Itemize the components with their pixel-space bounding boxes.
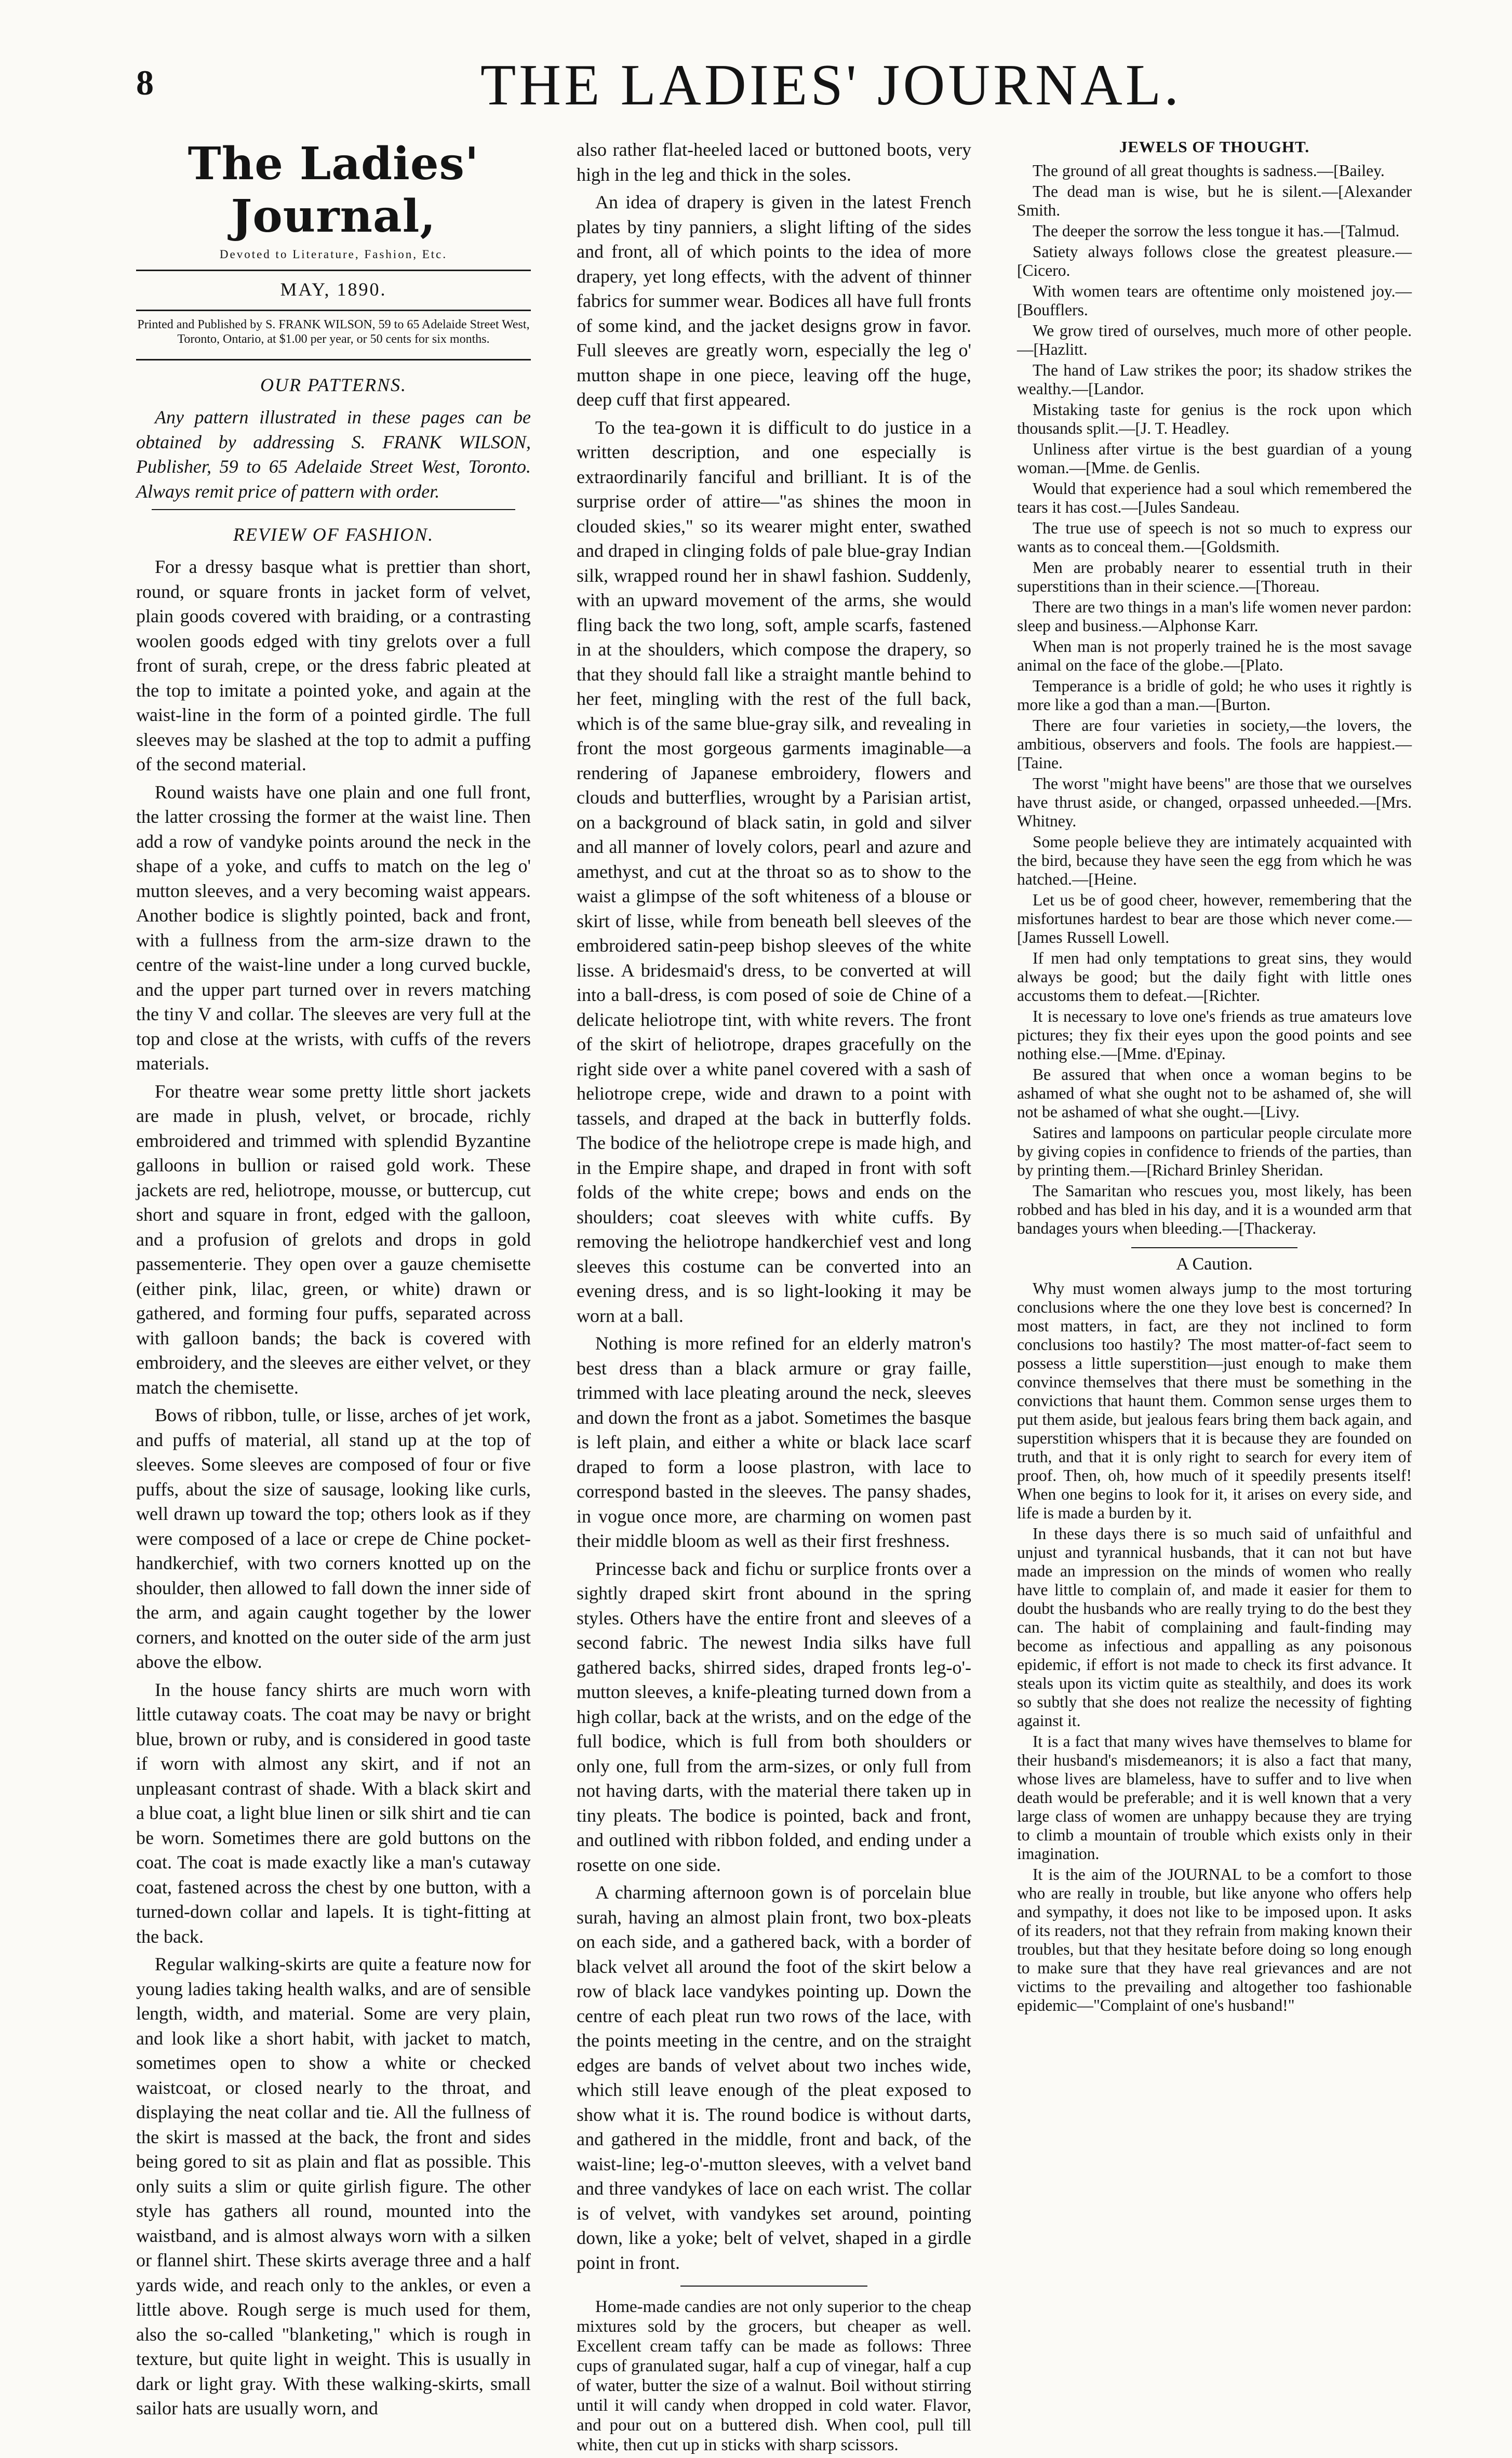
jewel-quote: We grow tired of ourselves, much more of other people.—[Hazlitt. [1017, 322, 1412, 358]
caution-paragraph: Why must women always jump to the most torturing conclusions where the one they love best is concerned? In most matters, in fact, are they not inclined to form conclusions too hastily? The most matter-of-fact seem to possess a little superstition—just enough to make them convince themselves that there must be something in the convictions that haunt them. Common sense urges them to put them aside, but jealous fears bring them back again, and superstition whispers that it is because they are founded on truth, and that it is only right to search for every item of proof. Then, oh, how much of it speedily presents itself! When one begins to look for it, it arises on every side, and life is made a burden by it. [1017, 1279, 1412, 1522]
review-paragraph: Regular walking-skirts are quite a feature now for young ladies taking health walks, and are of sensible length, width, and material. Some are very plain, and look like a short habit, with jacket to match, sometimes open to show a white or checked waistcoat, or closed nearly to the throat, and displaying the neat collar and tie. All the fullness of the skirt is massed at the back, the front and sides being gored to sit as plain and flat as possible. This only suits a slim or quite girlish figure. The other style has gathers all round, mounted into the waistband, and is almost always worn with a silken or flannel shirt. These skirts average three and a half yards wide, and reach only to the ankles, or even a little above. Rough serge is much used for them, also the so-called "blanketing," which is rough in texture, but quite light in weight. This is usually in dark or light gray. With these walking-skirts, small sailor hats are usually worn, and [136, 1954, 531, 2419]
review-paragraph: In the house fancy shirts are much worn with little cutaway coats. The coat may be navy or bright blue, brown or ruby, and is considered in good taste if worn with almost any skirt, and if not an unpleasant contrast of shade. With a black skirt and a blue coat, a light blue linen or silk shirt and tie can be worn. Sometimes there are gold buttons on the coat. The coat is made exactly like a man's cutaway coat, fastened across the chest by one button, with a turned-down collar and lapels. It is tight-fitting at the back. [136, 1679, 531, 1947]
masthead-subtitle: Devoted to Literature, Fashion, Etc. [219, 248, 448, 261]
jewel-quote: The ground of all great thoughts is sadness.—[Bailey. [1033, 162, 1385, 180]
review-paragraph: Bows of ribbon, tulle, or lisse, arches of jet work, and puffs of material, all stand up at the top of sleeves. Some sleeves are composed of four or five puffs, about the size of sausage, looking like curls, well drawn up toward the top; others look as if they were composed of a lace or crepe de Chine pocket-handkerchief, with two corners knotted up on the shoulder, then allowed to fall down the inner side of the arm, and again caught together by the lower corners, and knotted on the outer side of the arm just above the elbow. [136, 1405, 531, 1672]
jewel-quote: The hand of Law strikes the poor; its shadow strikes the wealthy.—[Landor. [1017, 361, 1412, 398]
divider [136, 270, 531, 271]
review-paragraph: An idea of drapery is given in the latest French plates by tiny panniers, a slight lifting of the sides and front, all of which points to the idea of more drapery, yet long effects, with the advent of thinner fabrics for summer wear. Bodices all have full fronts of some kind, and the jacket designs grow in favor. Full sleeves are greatly worn, especially the leg o' mutton shape in one piece, leaving off the huge, deep cuff that first appeared. [577, 192, 971, 410]
caution-body [1017, 1279, 1412, 2015]
jewel-quote: Unliness after virtue is the best guardian of a young woman.—[Mme. de Genlis. [1017, 440, 1412, 477]
jewel-quote: If men had only temptations to great sins, they would always be good; but the daily fight with little ones accustoms them to defeat.—[Richter. [1017, 949, 1412, 1005]
review-paragraph: For theatre wear some pretty little short jackets are made in plush, velvet, or brocade, richly embroidered and trimmed with splendid Byzantine galloons in bullion or raised gold work. These jackets are red, heliotrope, mousse, or buttercup, cut short and square in front, edged with the galloon, and a profusion of grelots and drops in gold passementerie. They open over a gauze chemisette (either pink, lilac, green, or white) drawn or gathered, and forming four puffs, separated across with galloon bands; the back is covered with embroidery, and the sleeves are either velvet, or they match the chemisette. [136, 1080, 531, 1398]
review-heading: REVIEW OF FASHION. [233, 524, 434, 545]
jewel-quote: Be assured that when once a woman begins to be ashamed of what she ought not to be ashamed of, she will not be ashamed of what she ought.—[Livy. [1017, 1065, 1412, 1121]
our-patterns-heading: OUR PATTERNS. [260, 375, 407, 395]
review-paragraph: Princesse back and fichu or surplice fronts over a sightly draped skirt front abound in the spring styles. Others have the entire front and sleeves of a second fabric. The newest India silks have full gathered backs, shirred sides, draped fronts leg-o'-mutton sleeves, a knife-pleating turned down from a high collar, back at the wrists, and on the edge of the full bodice, which is full from both shoulders or only one, full from the arm-sizes, or only full from not having darts, with the material there taken up in tiny pleats. The bodice is pointed, back and front, and outlined with ribbon folded, and ending under a rosette on one side. [577, 1558, 971, 1875]
jewel-quote: The deeper the sorrow the less tongue it has.—[Talmud. [1033, 222, 1400, 240]
issue-date: MAY, 1890. [280, 279, 387, 300]
caution-heading: A Caution. [1176, 1254, 1253, 1274]
jewel-quote: There are four varieties in society,—the lovers, the ambitious, observers and fools. The fools are happiest.—[Taine. [1017, 716, 1412, 772]
imprint: Printed and Published by S. FRANK WILSON, 59 to 65 Adelaide Street West, Toronto, Ontario, at $1.00 per year, or 50 cents for six months. [137, 318, 530, 346]
our-patterns-text: Any pattern illustrated in these pages can be obtained by addressing S. FRANK WILSON, Publisher, 59 to 65 Adelaide Street West, Toronto. Always remit price of pattern with order. [136, 407, 531, 502]
jewel-quote: Satiety always follows close the greatest pleasure.—[Cicero. [1017, 243, 1412, 279]
jewel-quote: Mistaking taste for genius is the rock upon which thousands split.—[J. T. Headley. [1017, 400, 1412, 437]
jewels-list [1017, 162, 1412, 1238]
jewel-quote: There are two things in a man's life women never pardon: sleep and business.—Alphonse Karr. [1017, 598, 1412, 635]
jewel-quote: Some people believe they are intimately acquainted with the bird, because they have seen the egg from which he was hatched.—[Heine. [1017, 833, 1412, 888]
column-1 [136, 138, 531, 2424]
review-paragraph: Round waists have one plain and one full front, the latter crossing the former at the waist line. Then add a row of vandyke points around the neck in the shape of a yoke, and cuffs to match on the leg o' mutton sleeves, and a very becoming waist appears. Another bodice is slightly pointed, back and front, with a fullness from the arm-size drawn to the centre of the waist-line under a long curved buckle, and the upper part turned over in revers matching the tiny V and collar. The sleeves are very full at the top and close at the wrists, with cuffs of the revers materials. [136, 781, 531, 1074]
caution-paragraph: It is the aim of the JOURNAL to be a comfort to those who are really in trouble, but like anyone who offers help and sympathy, it does not like to be imposed upon. It asks of its readers, not that they refrain from making known their troubles, but that they hesitate before doing so long enough to make sure that they have real grievances and are not victims to the prevailing and altogether too fashionable epidemic—"Complaint of one's husband!" [1017, 1865, 1412, 2014]
jewel-quote: When man is not properly trained he is the most savage animal on the face of the globe.—[Plato. [1017, 637, 1412, 674]
column-3 [1017, 138, 1412, 2017]
divider [152, 509, 515, 510]
candies-paragraph: Home-made candies are not only superior to the cheap mixtures sold by the grocers, but cheaper as well. Excellent cream taffy can be made as follows: Three cups of granulated sugar, half a cup of vinegar, half a cup of water, butter the size of a walnut. Boil without stirring until it will candy when dropped in cold water. Flavor, and pour out on a buttered dish. When cool, pull till white, then cut up in sticks with sharp scissors. [577, 2297, 971, 2454]
jewel-quote: Would that experience had a soul which remembered the tears it has cost.—[Jules Sandeau. [1017, 479, 1412, 516]
caution-paragraph: It is a fact that many wives have themselves to blame for their husband's misdemeanors; it is also a fact that many, whose lives are blameless, have to suffer and to live when death would be preferable; and it is well known that a very large class of women are unhappy because they are trying to climb a mountain of trouble which exists only in their imagination. [1017, 1732, 1412, 1863]
jewel-quote: The worst "might have beens" are those that we ourselves have thrust aside, or changed, orpassed unheeded.—[Mrs. Whitney. [1017, 774, 1412, 830]
divider [136, 359, 531, 360]
jewel-quote: Men are probably nearer to essential truth in their superstitions than in their science.—[Thoreau. [1017, 558, 1412, 595]
review-paragraph-continued: also rather flat-heeled laced or buttoned boots, very high in the leg and thick in the soles. [577, 139, 971, 185]
divider [1131, 1247, 1297, 1248]
jewel-quote: Let us be of good cheer, however, remembering that the misfortunes hardest to bear are those which never come.—[James Russell Lowell. [1017, 891, 1412, 946]
jewel-quote: It is necessary to love one's friends as true amateurs love pictures; they fix their eyes upon the good points and see nothing else.—[Mme. d'Epinay. [1017, 1007, 1412, 1063]
jewel-quote: Temperance is a bridle of gold; he who uses it rightly is more like a god than a man.—[Burton. [1017, 677, 1412, 714]
jewel-quote: With women tears are oftentime only moistened joy.—[Boufflers. [1017, 282, 1412, 319]
caution-paragraph: In these days there is so much said of unfaithful and unjust and tyrannical husbands, that it can not but have made an impression on the minds of women who really have little to complain of, and made it easier for them to doubt the husbands who are really trying to do the best they can. The habit of complaining and fault-finding may become as infectious and appalling as any poisonous epidemic, if effort is not made to check its first advance. It steals upon its victim quite as stealthily, and does its work so subtly that she does not realize the necessity of fighting against it. [1017, 1525, 1412, 1730]
column-2 [577, 138, 971, 2458]
jewel-quote: The dead man is wise, but he is silent.—[Alexander Smith. [1017, 182, 1412, 219]
running-head: THE LADIES' JOURNAL. [480, 53, 1182, 117]
masthead-title: The Ladies' Journal, [188, 138, 479, 243]
review-paragraph: Nothing is more refined for an elderly matron's best dress than a black armure or gray faille, trimmed with lace pleating around the neck, sleeves and down the front as a jabot. Sometimes the basque is left plain, and either a white or black lace scarf draped to form a loose plastron, with lace to correspond basted in the sleeves. The pansy shades, in vogue once more, are charming on women past their middle bloom as well as their first freshness. [577, 1333, 971, 1551]
review-paragraph: To the tea-gown it is difficult to do justice in a written description, and one especially is extraordinarily fanciful and brilliant. It is of the surprise order of attire—"as shines the moon in clouded skies," so its wearer might enter, swathed and draped in clinging folds of pale blue-gray Indian silk, wrapped round her in shawl fashion. Suddenly, with an upward movement of the arms, she would fling back the two long, soft, ample scarfs, fastened in at the shoulders, which compose the drapery, so that they should fall like a straight mantle behind to her feet, mingling with the rest of the full back, which is of the same blue-gray silk, and revealing in front the most gorgeous garments imaginable—a rendering of Japanese embroidery, flowers and clouds and butterflies, wrought by a Parisian artist, on a background of black satin, in gold and silver and all manner of lovely colors, pearl and azure and amethyst, and cut at the throat so as to show to the waist a glimpse of the soft whiteness of a blouse or skirt of lisse, while from beneath bell sleeves of the embroidered satin-peep bishop sleeves of the white lisse. A bridesmaid's dress, to be converted at will into a ball-dress, is com posed of soie de Chine of a delicate heliotrope tint, with white revers. The front of the skirt of heliotrope, drapes gracefully on the right side over a white panel covered with a sash of heliotrope crepe, wide and drawn to a point with tassels, and draped at the back in butterfly folds. The bodice of the heliotrope crepe is made high, and in the Empire shape, and draped in front with soft folds of the white crepe; bows and ends on the shoulders; coat sleeves with white cuffs. By removing the heliotrope handkerchief vest and long sleeves this costume can be converted into an evening dress, and is so light-looking it may be worn at a ball. [577, 417, 971, 1326]
jewels-heading: JEWELS OF THOUGHT. [1119, 138, 1310, 156]
page-number: 8 [136, 63, 154, 102]
review-paragraph: For a dressy basque what is prettier than short, round, or square fronts in jacket form of velvet, plain goods covered with braiding, or a contrasting woolen goods edged with tiny grelots over a full front of surah, crepe, or the dress fabric pleated at the top to imitate a pointed yoke, and again at the waist-line in the form of a pointed girdle. The full sleeves may be slashed at the top to admit a puffing of the second material. [136, 556, 531, 774]
review-paragraph: A charming afternoon gown is of porcelain blue surah, having an almost plain front, two box-pleats on each side, and a gathered back, with a border of black velvet all around the foot of the skirt below a row of black lace vandykes pointing up. Down the centre of each pleat run two rows of the lace, with the points meeting in the centre, and on the straight edges are bands of velvet about two inches wide, which still leave enough of the pleat exposed to show what it is. The round bodice is without darts, and gathered in the middle, front and back, of the waist-line; leg-o'-mutton sleeves, with a velvet band and three vandykes of lace on each wrist. The collar is of velvet, with vandykes set around, pointing down, like a yoke; belt of velvet, shaped in a girdle point in front. [577, 1882, 971, 2273]
review-body [136, 555, 531, 2421]
divider [680, 2286, 867, 2287]
jewel-quote: The Samaritan who rescues you, most likely, has been robbed and has bled in his day, and it is a wounded arm that bandages yours when bleeding.—[Thackeray. [1017, 1182, 1412, 1237]
jewel-quote: Satires and lampoons on particular people circulate more by giving copies in confidence to friends of the parties, than by printing them.—[Richard Brinley Sheridan. [1017, 1124, 1412, 1179]
jewel-quote: The true use of speech is not so much to express our wants as to conceal them.—[Goldsmith. [1017, 519, 1412, 556]
divider [136, 310, 531, 311]
